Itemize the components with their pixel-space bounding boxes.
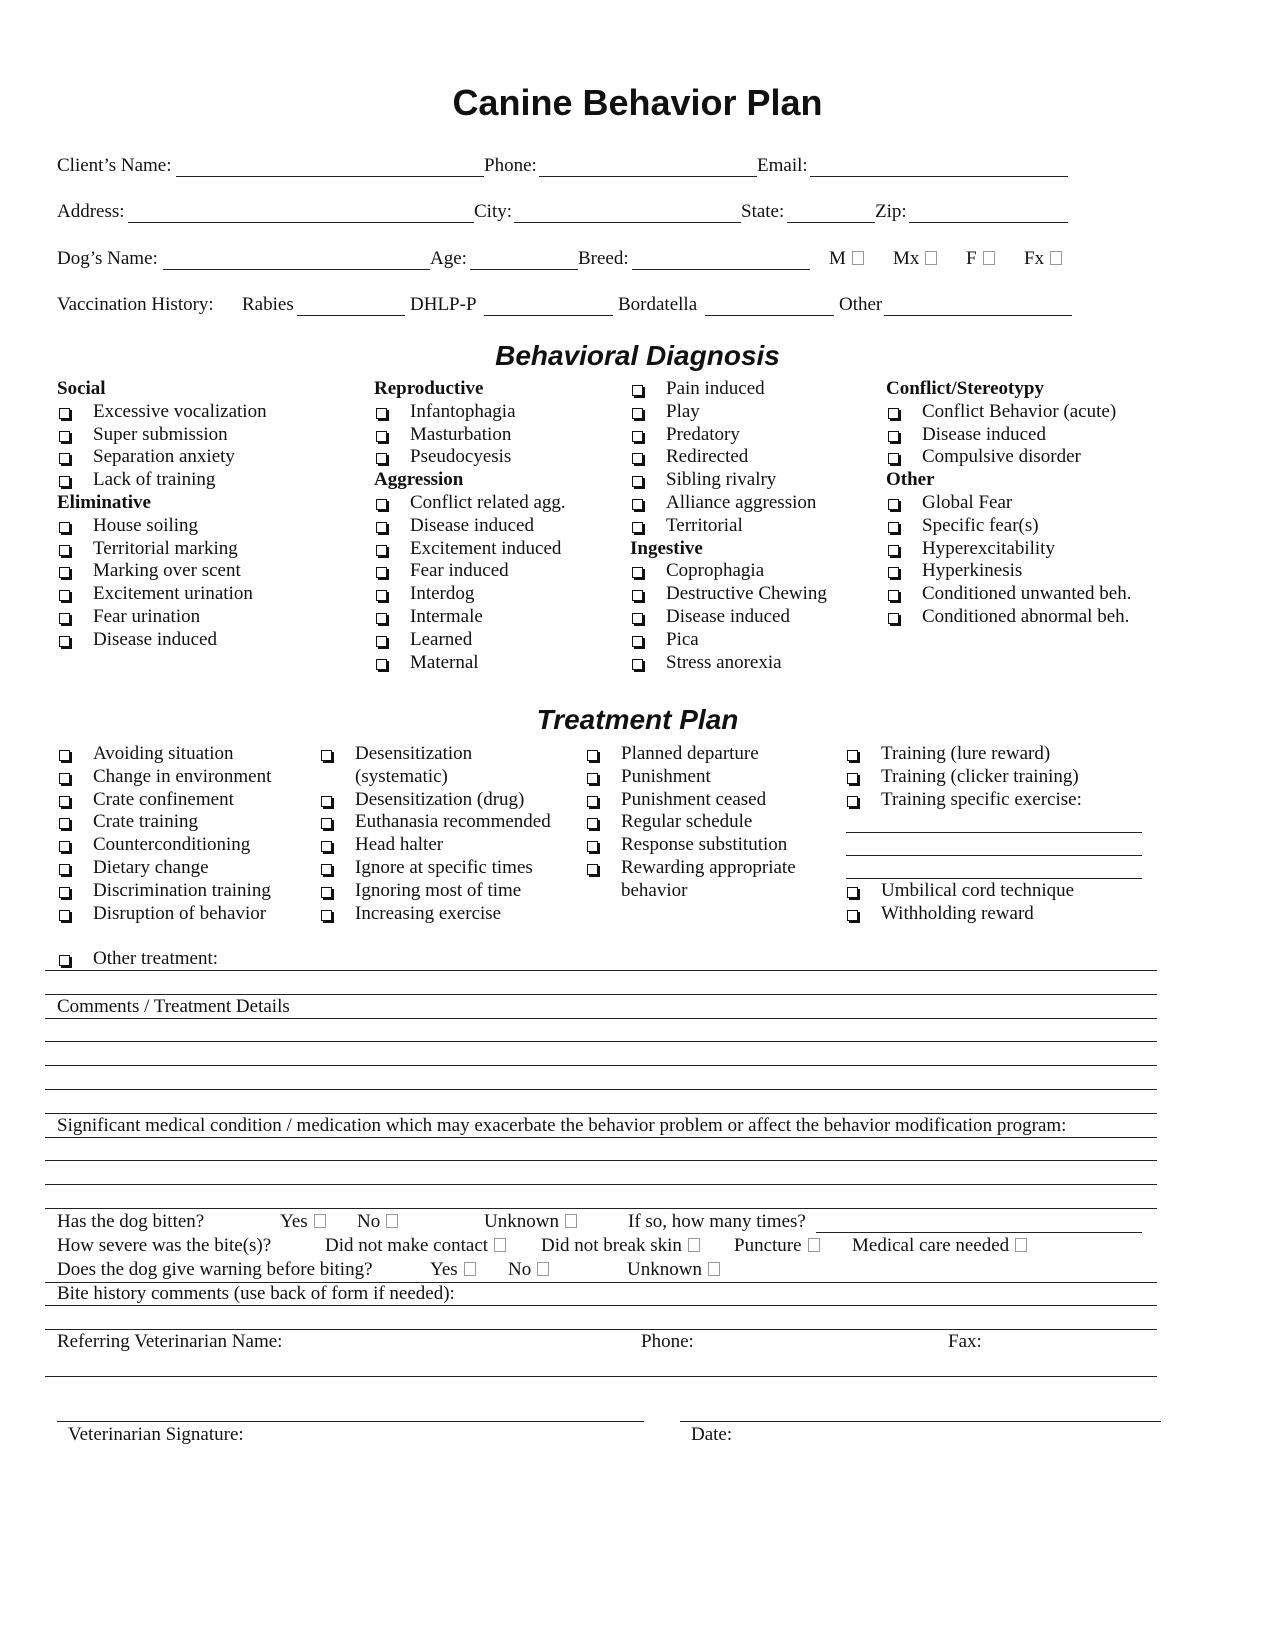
- address-field[interactable]: [128, 222, 474, 223]
- age-label: Age:: [430, 248, 467, 269]
- checkbox[interactable]: [587, 773, 598, 784]
- option-label: Marking over scent: [93, 560, 241, 582]
- option-label: Pain induced: [666, 378, 765, 399]
- section-header: Social: [57, 378, 106, 399]
- page-title: Canine Behavior Plan: [452, 82, 823, 123]
- checkbox[interactable]: [464, 1262, 476, 1276]
- checkbox[interactable]: [847, 887, 858, 898]
- option-label: Super submission: [93, 423, 228, 445]
- option-label: Sibling rivalry: [666, 469, 777, 491]
- option-label: Disease induced: [922, 423, 1046, 445]
- section-header: Reproductive: [374, 378, 484, 399]
- other-treatment-label: Other treatment:: [93, 948, 219, 969]
- checkbox[interactable]: [376, 431, 387, 442]
- section-header: Other: [886, 469, 935, 491]
- checkbox[interactable]: [632, 567, 643, 578]
- option-label: Hyperexcitability: [922, 537, 1055, 559]
- checkbox[interactable]: [925, 251, 937, 265]
- other-treatment-option[interactable]: [57, 948, 218, 970]
- zip-label: Zip:: [875, 201, 907, 222]
- vaccination-label: Vaccination History:: [57, 294, 214, 315]
- severity-puncture[interactable]: Puncture: [734, 1235, 820, 1257]
- state-label: State:: [741, 201, 785, 222]
- option-label: Counterconditioning: [93, 834, 251, 856]
- option-label: Masturbation: [410, 423, 512, 445]
- checkbox[interactable]: [632, 499, 643, 510]
- checkbox[interactable]: [632, 522, 643, 533]
- checkbox[interactable]: [376, 659, 387, 670]
- option-label: behavior: [621, 879, 688, 901]
- bitten-unknown[interactable]: Unknown: [484, 1211, 577, 1233]
- medical-condition-label: Significant medical condition / medication which may exacerbate the behavior problem or affect the behavior modification program:: [57, 1115, 1067, 1136]
- checkbox[interactable]: [587, 818, 598, 829]
- checkbox[interactable]: [376, 636, 387, 647]
- bite-severity-question: How severe was the bite(s)?: [57, 1235, 272, 1256]
- option-label: Fear induced: [410, 560, 509, 582]
- option-label: Conflict Behavior (acute): [922, 400, 1117, 422]
- option-label: Training (lure reward): [881, 743, 1051, 764]
- checkbox[interactable]: [59, 408, 70, 419]
- medical-line[interactable]: [45, 1208, 1157, 1209]
- option-label: Stress anorexia: [666, 651, 782, 673]
- checkbox[interactable]: [59, 818, 70, 829]
- checkbox[interactable]: [376, 499, 387, 510]
- sex-option-f[interactable]: F: [966, 248, 995, 270]
- comments-line[interactable]: [45, 1113, 1157, 1114]
- option-label: Excitement urination: [93, 583, 253, 605]
- option-label: Ignore at specific times: [355, 857, 533, 878]
- comments-line[interactable]: [45, 1018, 1157, 1019]
- bitten-question: Has the dog bitten?: [57, 1211, 205, 1232]
- checkbox[interactable]: [888, 613, 899, 624]
- option-label: Disease induced: [666, 606, 790, 627]
- checkbox[interactable]: [888, 545, 899, 556]
- phone-label: Phone:: [484, 155, 537, 176]
- checkbox[interactable]: [888, 408, 899, 419]
- option-label: Territorial: [666, 514, 743, 536]
- option-label: Predatory: [666, 423, 740, 445]
- checkbox[interactable]: [321, 750, 332, 761]
- rabies-label: Rabies: [242, 294, 294, 315]
- warning-unknown[interactable]: Unknown: [627, 1259, 720, 1281]
- checkbox[interactable]: [59, 476, 70, 487]
- checkbox[interactable]: [1015, 1238, 1027, 1252]
- checkbox[interactable]: [847, 910, 858, 921]
- option-label: Pica: [666, 628, 699, 650]
- medical-line[interactable]: [45, 1137, 1157, 1138]
- dog-name-label: Dog’s Name:: [57, 248, 158, 269]
- checkbox[interactable]: [587, 796, 598, 807]
- option-label: Response substitution: [621, 834, 788, 856]
- checkbox[interactable]: [376, 613, 387, 624]
- diagnosis-heading: Behavioral Diagnosis: [495, 340, 780, 371]
- option-label: Conflict related agg.: [410, 492, 566, 513]
- sex-option-fx[interactable]: Fx: [1024, 248, 1062, 270]
- comments-line[interactable]: [45, 1089, 1157, 1090]
- checkbox[interactable]: [321, 818, 332, 829]
- client-name-label: Client’s Name:: [57, 155, 172, 176]
- checkbox[interactable]: [708, 1262, 720, 1276]
- checkbox[interactable]: [888, 453, 899, 464]
- signature-line[interactable]: [57, 1421, 644, 1422]
- bite-history-line[interactable]: [45, 1329, 1157, 1330]
- option-label: Disease induced: [410, 514, 534, 536]
- option-label: Punishment: [621, 765, 711, 787]
- other-vacc-label: Other: [839, 294, 883, 315]
- checkbox[interactable]: [888, 431, 899, 442]
- option-label: Crate training: [93, 811, 198, 833]
- checkbox[interactable]: [59, 522, 70, 533]
- section-header: Ingestive: [630, 537, 703, 559]
- breed-label: Breed:: [578, 248, 629, 269]
- warning-yes[interactable]: Yes: [430, 1259, 476, 1281]
- checkbox[interactable]: [808, 1238, 820, 1252]
- checkbox[interactable]: [537, 1262, 549, 1276]
- option-label: Umbilical cord technique: [881, 879, 1075, 901]
- checkbox[interactable]: [888, 590, 899, 601]
- checkbox[interactable]: [59, 910, 70, 921]
- option-label: Dietary change: [93, 857, 209, 878]
- option-label: Redirected: [666, 446, 749, 468]
- option-label: Change in environment: [93, 765, 272, 787]
- checkbox[interactable]: [59, 796, 70, 807]
- checkbox[interactable]: [59, 841, 70, 852]
- option-label: Crate confinement: [93, 788, 234, 810]
- option-label: Territorial marking: [93, 537, 238, 559]
- other-treatment-line[interactable]: [45, 970, 1157, 971]
- option-label: Alliance aggression: [666, 492, 817, 513]
- bordatella-field[interactable]: [705, 315, 834, 316]
- checkbox[interactable]: [632, 408, 643, 419]
- severity-no-break[interactable]: Did not break skin: [541, 1235, 700, 1257]
- specific-exercise-line[interactable]: [846, 878, 1142, 879]
- checkbox[interactable]: [632, 636, 643, 647]
- age-field[interactable]: [470, 269, 578, 270]
- dog-name-field[interactable]: [163, 269, 430, 270]
- severity-medical-care[interactable]: Medical care needed: [852, 1235, 1027, 1257]
- option-label: Global Fear: [922, 492, 1013, 513]
- specific-exercise-line[interactable]: [846, 855, 1142, 856]
- checkbox[interactable]: [565, 1214, 577, 1228]
- option-label: Training (clicker training): [881, 765, 1079, 787]
- checkbox[interactable]: [888, 522, 899, 533]
- option-label: Hyperkinesis: [922, 560, 1023, 582]
- checkbox[interactable]: [632, 385, 643, 396]
- checkbox[interactable]: [632, 659, 643, 670]
- option-label: Compulsive disorder: [922, 446, 1081, 468]
- checkbox[interactable]: [376, 453, 387, 464]
- bite-count-question: If so, how many times?: [628, 1211, 806, 1232]
- checkbox[interactable]: [321, 887, 332, 898]
- checkbox[interactable]: [852, 251, 864, 265]
- option-label: Infantophagia: [410, 400, 516, 422]
- date-line[interactable]: [680, 1421, 1161, 1422]
- checkbox[interactable]: [494, 1238, 506, 1252]
- option-label: Head halter: [355, 834, 444, 856]
- form-line[interactable]: [45, 994, 1157, 995]
- checkbox[interactable]: [59, 545, 70, 556]
- option-label: Rewarding appropriate: [621, 857, 796, 878]
- comments-label: Comments / Treatment Details: [57, 996, 290, 1017]
- checkbox[interactable]: [59, 431, 70, 442]
- checkbox[interactable]: [888, 499, 899, 510]
- bitten-no[interactable]: No: [357, 1211, 398, 1233]
- option-label: Conditioned abnormal beh.: [922, 606, 1130, 627]
- option-label: Training specific exercise:: [881, 788, 1082, 810]
- checkbox[interactable]: [59, 590, 70, 601]
- rabies-field[interactable]: [297, 315, 405, 316]
- checkbox[interactable]: [376, 590, 387, 601]
- medical-line[interactable]: [45, 1160, 1157, 1161]
- checkbox[interactable]: [59, 887, 70, 898]
- checkbox[interactable]: [59, 773, 70, 784]
- checkbox[interactable]: [587, 841, 598, 852]
- comments-line[interactable]: [45, 1041, 1157, 1042]
- checkbox[interactable]: [376, 567, 387, 578]
- section-header: Conflict/Stereotypy: [886, 378, 1044, 399]
- option-label: Fear urination: [93, 606, 201, 627]
- option-label: Disease induced: [93, 628, 217, 650]
- checkbox[interactable]: [888, 567, 899, 578]
- option-label: Separation anxiety: [93, 446, 235, 468]
- specific-exercise-line[interactable]: [846, 832, 1142, 833]
- option-label: Regular schedule: [621, 811, 753, 833]
- state-field[interactable]: [787, 222, 875, 223]
- checkbox[interactable]: [59, 864, 70, 875]
- checkbox[interactable]: [321, 864, 332, 875]
- checkbox[interactable]: [587, 864, 598, 875]
- warning-no[interactable]: No: [508, 1259, 549, 1281]
- vet-info-line[interactable]: [45, 1376, 1157, 1377]
- checkbox[interactable]: [1050, 251, 1062, 265]
- checkbox[interactable]: [632, 431, 643, 442]
- option-label: Avoiding situation: [93, 743, 234, 764]
- warning-question: Does the dog give warning before biting?: [57, 1259, 373, 1280]
- city-field[interactable]: [514, 222, 741, 223]
- option-label: Disruption of behavior: [93, 902, 267, 924]
- severity-no-contact[interactable]: Did not make contact: [325, 1235, 506, 1257]
- checkbox[interactable]: [59, 955, 70, 966]
- option-label: Increasing exercise: [355, 902, 502, 924]
- city-label: City:: [474, 201, 513, 222]
- bitten-yes[interactable]: Yes: [280, 1211, 326, 1233]
- checkbox[interactable]: [632, 613, 643, 624]
- checkbox[interactable]: [632, 590, 643, 601]
- checkbox[interactable]: [314, 1214, 326, 1228]
- option-label: Destructive Chewing: [666, 583, 827, 605]
- checkbox[interactable]: [59, 750, 70, 761]
- option-label: Euthanasia recommended: [355, 811, 551, 833]
- option-label: Desensitization: [355, 743, 473, 764]
- option-label: Play: [666, 400, 700, 422]
- vet-name-label: Referring Veterinarian Name:: [57, 1331, 283, 1352]
- option-label: Interdog: [410, 583, 475, 605]
- checkbox[interactable]: [847, 750, 858, 761]
- checkbox[interactable]: [587, 750, 598, 761]
- option-label: Lack of training: [93, 469, 216, 491]
- email-field[interactable]: [810, 176, 1068, 177]
- sex-option-m[interactable]: M: [829, 248, 864, 270]
- zip-field[interactable]: [909, 222, 1068, 223]
- option-label: Excessive vocalization: [93, 400, 267, 422]
- dhlpp-field[interactable]: [484, 315, 613, 316]
- checkbox[interactable]: [376, 522, 387, 533]
- option-label: Coprophagia: [666, 560, 765, 582]
- option-label: Withholding reward: [881, 902, 1034, 924]
- option-label: (systematic): [355, 765, 448, 787]
- checkbox[interactable]: [376, 545, 387, 556]
- date-label: Date:: [691, 1424, 733, 1445]
- client-name-field[interactable]: [176, 176, 484, 177]
- email-label: Email:: [757, 155, 808, 176]
- bite-count-field[interactable]: [816, 1232, 1142, 1233]
- section-header: Eliminative: [57, 492, 151, 513]
- vet-phone-label: Phone:: [641, 1331, 694, 1352]
- option-label: House soiling: [93, 514, 199, 536]
- checkbox[interactable]: [321, 910, 332, 921]
- checkbox[interactable]: [847, 773, 858, 784]
- option-label: Punishment ceased: [621, 788, 767, 810]
- option-label: Discrimination training: [93, 879, 271, 901]
- phone-field[interactable]: [539, 176, 757, 177]
- section-header: Aggression: [374, 469, 464, 491]
- medical-line[interactable]: [45, 1184, 1157, 1185]
- bite-history-line[interactable]: [45, 1305, 1157, 1306]
- option-label: Conditioned unwanted beh.: [922, 583, 1132, 605]
- treatment-heading: Treatment Plan: [536, 704, 739, 735]
- checkbox[interactable]: [632, 476, 643, 487]
- checkbox[interactable]: [376, 408, 387, 419]
- vet-fax-label: Fax:: [948, 1331, 982, 1352]
- sex-option-mx[interactable]: Mx: [893, 248, 937, 270]
- breed-field[interactable]: [632, 269, 810, 270]
- checkbox[interactable]: [321, 796, 332, 807]
- checkbox[interactable]: [59, 636, 70, 647]
- option-label: Ignoring most of time: [355, 879, 522, 901]
- option-label: Maternal: [410, 651, 479, 673]
- option-label: Excitement induced: [410, 537, 562, 559]
- checkbox[interactable]: [59, 613, 70, 624]
- option-label: Specific fear(s): [922, 514, 1039, 536]
- comments-line[interactable]: [45, 1065, 1157, 1066]
- checkbox[interactable]: [59, 567, 70, 578]
- address-label: Address:: [57, 201, 125, 222]
- other-vacc-field[interactable]: [884, 315, 1072, 316]
- signature-label: Veterinarian Signature:: [68, 1424, 244, 1445]
- option-label: Desensitization (drug): [355, 788, 525, 810]
- checkbox[interactable]: [321, 841, 332, 852]
- checkbox[interactable]: [632, 453, 643, 464]
- option-label: Intermale: [410, 606, 483, 627]
- checkbox[interactable]: [983, 251, 995, 265]
- bite-history-label: Bite history comments (use back of form if needed):: [57, 1283, 455, 1304]
- checkbox[interactable]: [59, 453, 70, 464]
- option-label: Pseudocyesis: [410, 446, 512, 468]
- bordatella-label: Bordatella: [618, 294, 698, 315]
- option-label: Planned departure: [621, 743, 759, 764]
- dhlpp-label: DHLP-P: [410, 294, 477, 315]
- checkbox[interactable]: [386, 1214, 398, 1228]
- option-label: Learned: [410, 628, 473, 650]
- checkbox[interactable]: [847, 796, 858, 807]
- checkbox[interactable]: [688, 1238, 700, 1252]
